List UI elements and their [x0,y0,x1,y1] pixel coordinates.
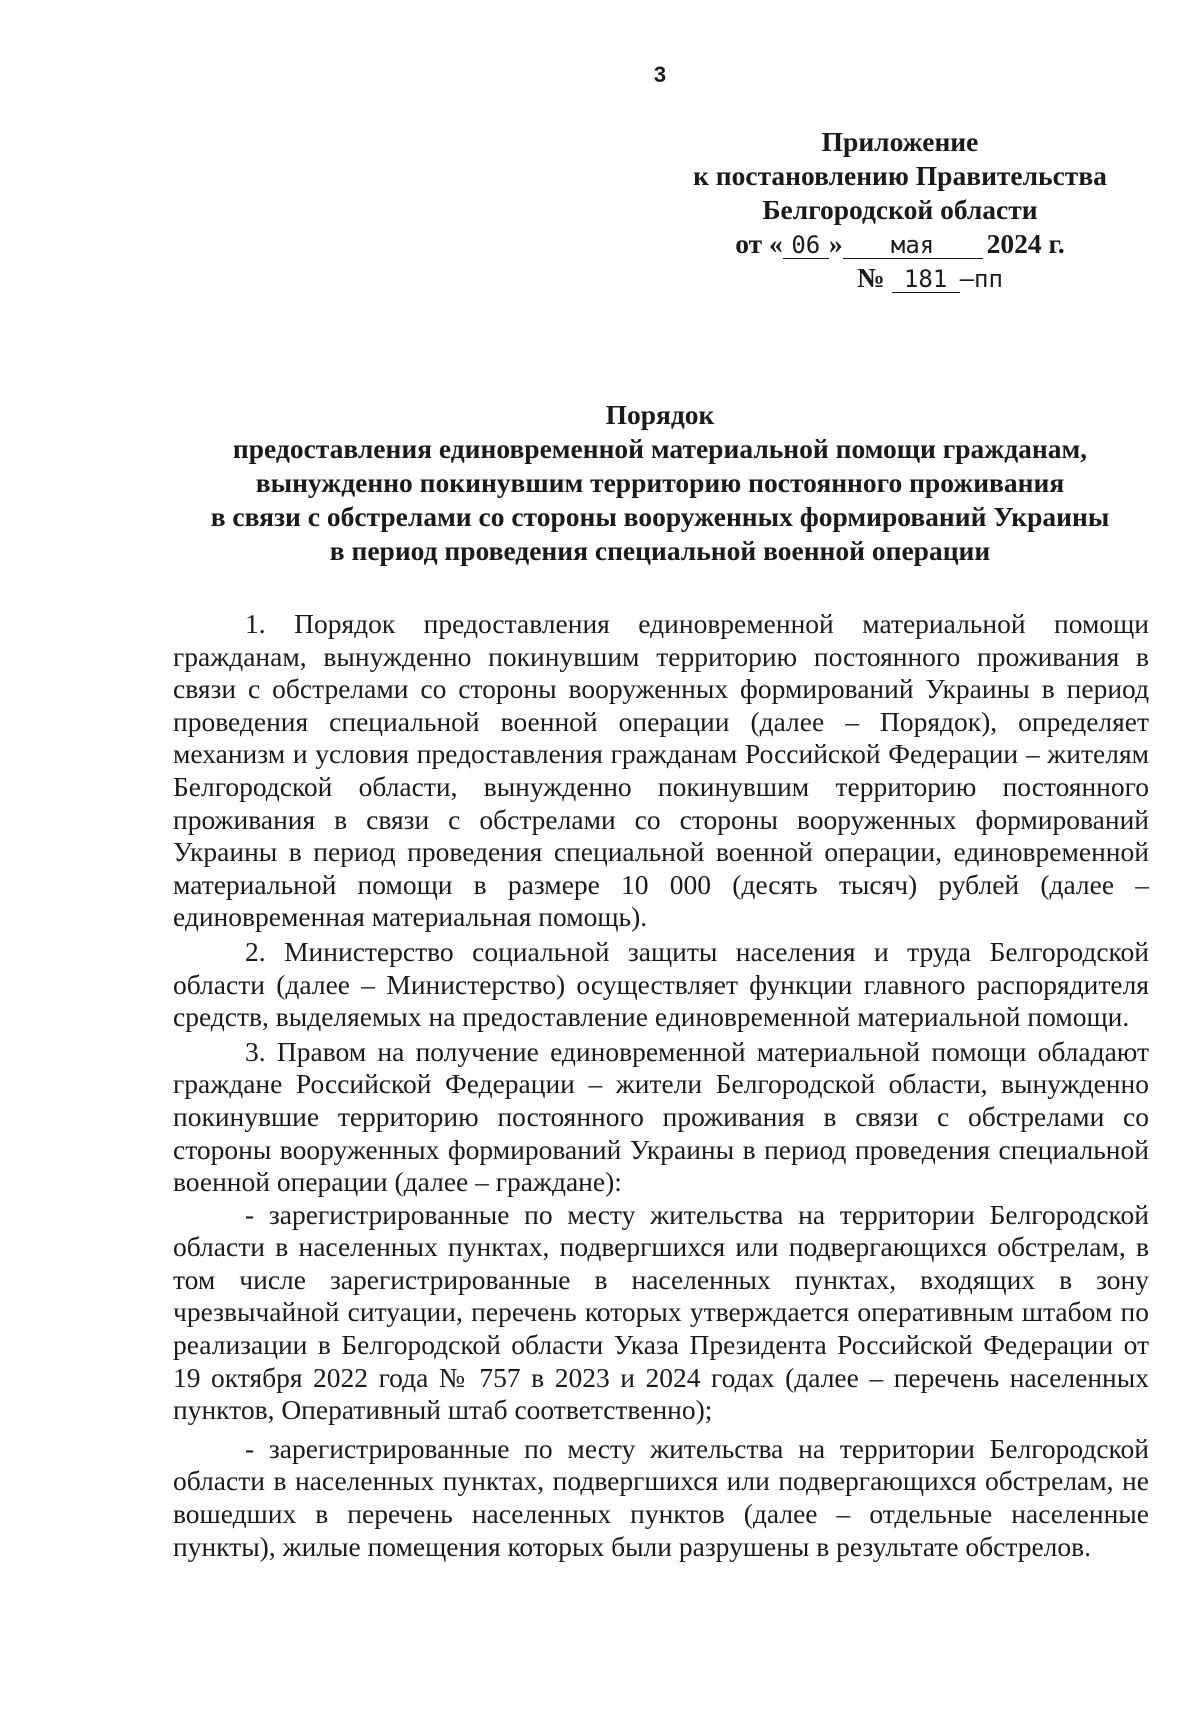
appendix-line-2: к постановлению Правительства [693,160,1107,191]
title-line-1: Порядок [605,399,715,430]
title-line-4: в связи с обстрелами со стороны вооруженных формирований Украины [210,501,1110,532]
title-line-2: предоставления единовременной материальной помощи гражданам, [232,433,1088,464]
date-year: 2024 г. [986,228,1065,259]
paragraph-2: 2. Министерство социальной защиты населения и труда Белгородской области (далее – Министерство) осуществляет функции главного распорядителя средств, выделяемых на предоставление единовременной материальной помощи. [173,935,1149,1033]
appendix-number-line [660,261,1140,296]
list-item-2: - зарегистрированные по месту жительства на территории Белгородской области в населенных пунктах, подвергшихся или подвергающихся обстрелам, не вошедших в перечень населенных пунктов (далее – отдельные населенные пункты), жилые помещения которых были разрушены в результате обстрелов. [173,1432,1149,1562]
number-value: 181 [892,266,960,293]
date-month: мая [843,232,983,259]
paragraph-3: 3. Правом на получение единовременной материальной помощи обладают граждане Российской Федерации – жители Белгородской области, вынужденно покинувшие территорию постоянного проживания в связи с обстрелами со стороны вооруженных формирований Украины в период проведения специальной военной операции (далее – граждане): [173,1035,1149,1198]
date-day: 06 [783,232,829,259]
list-item-1: - зарегистрированные по месту жительства на территории Белгородской области в населенных пунктах, подвергшихся или подвергающихся обстрелам, в том числе зарегистрированные в населенных пунктах, входящих в зону чрезвычайной ситуации, перечень которых утверждается оперативным штабом по реализации в Белгородской области Указа Президента Российской Федерации от 19 октября 2022 года № 757 в 2023 и 2024 годах (далее – перечень населенных пунктов, Оперативный штаб соответственно); [173,1198,1149,1426]
document-body [173,608,1149,1563]
date-mid: » [828,228,843,259]
appendix-title: Приложение [821,126,979,157]
page-number: 3 [653,62,667,87]
appendix-date-line [660,227,1140,261]
appendix-header [660,125,1140,296]
appendix-line-3: Белгородской области [762,194,1038,225]
number-suffix: –пп [959,265,1003,293]
document-title [160,398,1160,568]
title-line-5: в период проведения специальной военной операции [329,535,991,566]
date-prefix: от « [735,228,783,259]
title-line-3: вынужденно покинувшим территорию постоянного проживания [255,467,1065,498]
number-prefix: № [857,262,885,293]
paragraph-1: 1. Порядок предоставления единовременной материальной помощи гражданам, вынужденно покинувшим территорию постоянного проживания в связи с обстрелами со стороны вооруженных формирований Украины в период проведения специальной военной операции (далее – Порядок), определяет механизм и условия предоставления гражданам Российской Федерации – жителям Белгородской области, вынужденно покинувшим территорию постоянного проживания в связи с обстрелами со стороны вооруженных формирований Украины в период проведения специальной военной операции, единовременной материальной помощи в размере 10 000 (десять тысяч) рублей (далее – единовременная материальная помощь). [173,608,1149,933]
